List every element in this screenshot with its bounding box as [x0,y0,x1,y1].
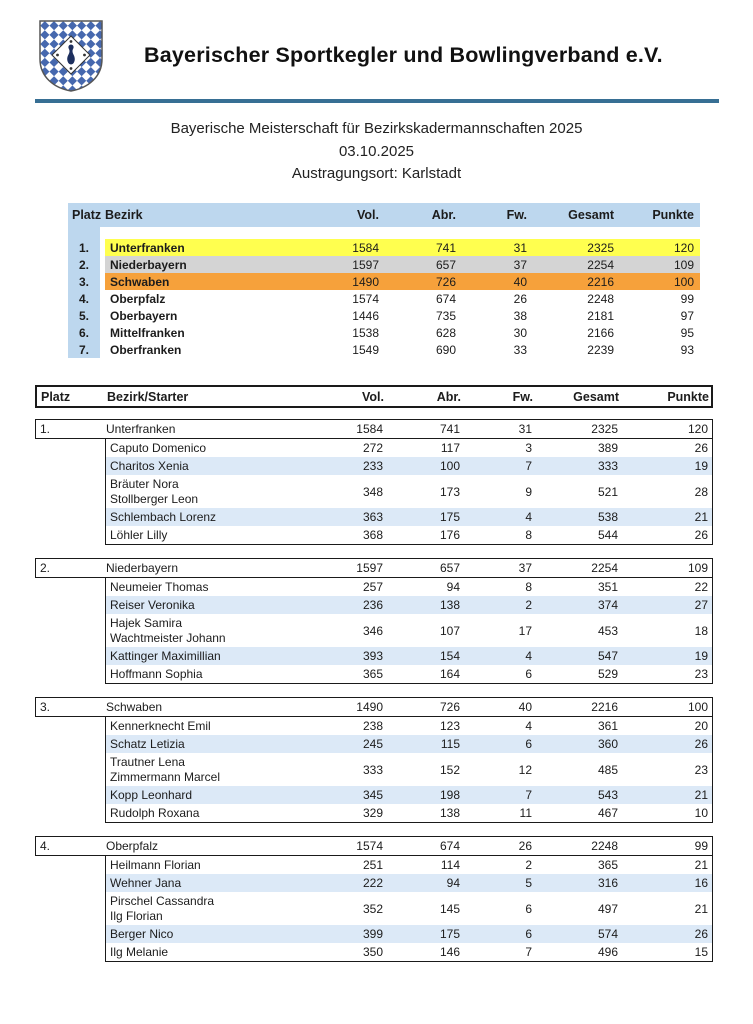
player-fw: 7 [525,459,532,473]
player-punkte: 20 [694,719,708,733]
summary-cell-fw: 40 [462,273,533,290]
player-gesamt: 453 [597,623,618,638]
summary-cell-abr: 735 [435,308,456,323]
summary-cell-punkte: 100 [620,273,700,290]
player-gesamt: 316 [597,876,618,890]
player-name-line: Charitos Xenia [110,458,189,473]
player-name [106,510,311,525]
summary-cell-vol: 1549 [352,342,379,357]
summary-cell-platz: 5. [68,307,100,324]
team-section [35,558,713,684]
player-vol: 238 [362,719,383,733]
player-abr: 173 [439,484,460,499]
player-row [106,874,712,892]
player-fw: 6 [525,737,532,751]
team-fw: 40 [518,700,532,714]
player-name [106,927,311,942]
player-fw: 2 [525,858,532,872]
player-gesamt: 365 [597,858,618,872]
summary-cell-bezirk: Oberpfalz [110,291,166,306]
player-abr: 164 [439,667,460,681]
summary-row [68,341,700,358]
team-punkte: 99 [694,839,708,853]
summary-header-fw: Fw. [506,208,527,222]
player-fw: 7 [525,945,532,959]
player-abr: 123 [439,719,460,733]
summary-cell-gesamt: 2166 [587,325,614,340]
player-name-line: Kattinger Maximillian [110,648,221,663]
summary-cell-fw: 38 [513,308,527,323]
player-vol: 272 [362,441,383,455]
player-vol: 333 [362,762,383,777]
player-name-line: Caputo Domenico [110,440,207,455]
detail-header-gesamt: Gesamt [573,389,619,404]
player-vol: 350 [362,945,383,959]
player-vol: 222 [362,876,383,890]
player-row [106,647,712,665]
player-gesamt: 543 [597,788,618,802]
summary-cell-punkte: 95 [680,325,694,340]
player-vol: 393 [362,649,383,663]
summary-cell-bezirk: Niederbayern [105,256,305,273]
summary-cell-fw: 37 [462,256,533,273]
player-punkte: 26 [694,441,708,455]
player-gesamt: 467 [597,806,618,820]
summary-row [68,273,700,290]
detail-header-fw: Fw. [512,389,533,404]
detail-header-punkte: Punkte [667,389,709,404]
team-platz: 2. [40,561,51,575]
player-name-line: Stollberger Leon [110,491,199,506]
team-bezirk: Unterfranken [106,422,176,436]
platz-column-fill [68,227,100,239]
player-name [106,788,311,803]
player-vol: 345 [362,788,383,802]
summary-cell-gesamt: 2248 [587,291,614,306]
team-vol: 1597 [356,561,383,575]
player-abr: 94 [446,876,460,890]
player-name-line: Schatz Letizia [110,736,185,751]
team-abr: 674 [439,839,460,853]
team-fw: 37 [518,561,532,575]
player-name-line: Heilmann Florian [110,857,201,872]
player-abr: 114 [440,858,460,872]
detail-header-platz: Platz [41,389,71,404]
player-gesamt: 521 [597,484,618,499]
players-box [105,717,713,823]
player-gesamt: 547 [597,649,618,663]
summary-cell-abr: 657 [385,256,462,273]
player-fw: 2 [525,598,532,612]
team-fw: 26 [518,839,532,853]
player-abr: 198 [439,788,460,802]
player-name [106,894,311,924]
player-abr: 100 [439,459,460,473]
team-total-row [35,419,713,439]
summary-cell-fw: 33 [513,342,527,357]
summary-cell-gesamt: 2239 [587,342,614,357]
team-gesamt: 2216 [591,700,618,714]
team-section [35,419,713,545]
player-abr: 145 [439,901,460,916]
summary-cell-abr: 741 [385,239,462,256]
team-abr: 741 [439,422,460,436]
team-punkte: 109 [687,561,708,575]
player-name [106,477,311,507]
summary-cell-platz: 6. [68,324,100,341]
team-platz: 4. [40,839,51,853]
player-row [106,578,712,596]
player-abr: 146 [439,945,460,959]
player-gesamt: 574 [597,927,618,941]
summary-cell-bezirk: Mittelfranken [110,325,185,340]
event-title: Bayerische Meisterschaft für Bezirkskadermannschaften 2025 [170,120,583,137]
player-row [106,457,712,475]
player-row [106,856,712,874]
summary-cell-bezirk: Oberbayern [110,308,178,323]
detail-header-starter: Bezirk/Starter [107,389,189,404]
detail-header-row [35,385,713,408]
player-vol: 399 [362,927,383,941]
player-name [106,667,311,682]
team-platz: 3. [40,700,51,714]
player-row [106,596,712,614]
summary-cell-gesamt: 2254 [533,256,620,273]
team-abr: 726 [439,700,460,714]
player-abr: 115 [440,737,460,751]
team-vol: 1584 [356,422,383,436]
summary-row [68,290,700,307]
player-vol: 245 [362,737,383,751]
player-vol: 348 [362,484,383,499]
player-name [106,598,311,613]
player-fw: 17 [518,623,532,638]
team-punkte: 120 [687,422,708,436]
summary-cell-abr: 674 [435,291,456,306]
player-name [106,580,311,595]
team-gesamt: 2254 [591,561,618,575]
player-row [106,943,712,961]
team-vol: 1574 [356,839,383,853]
event-title-block [0,118,753,186]
player-gesamt: 333 [597,459,618,473]
player-row [106,475,712,508]
summary-cell-fw: 30 [513,325,527,340]
player-name-line: Kopp Leonhard [110,787,193,802]
player-gesamt: 529 [597,667,618,681]
player-fw: 5 [525,876,532,890]
player-name [106,528,311,543]
player-row [106,925,712,943]
team-punkte: 100 [687,700,708,714]
player-punkte: 21 [694,510,708,524]
player-punkte: 21 [694,901,708,916]
players-box [105,439,713,545]
player-vol: 257 [362,580,383,594]
detail-header-abr: Abr. [436,389,461,404]
player-fw: 8 [525,528,532,542]
summary-table [68,203,700,358]
player-punkte: 26 [694,927,708,941]
player-name-line: Bräuter Nora [110,476,179,491]
summary-cell-bezirk: Oberfranken [110,342,182,357]
player-fw: 7 [525,788,532,802]
player-name [106,441,311,456]
player-name-line: Wehner Jana [110,875,182,890]
summary-spacer-row [68,227,700,239]
player-punkte: 22 [694,580,708,594]
summary-header-abr: Abr. [431,208,456,222]
summary-cell-platz: 1. [68,239,100,256]
player-abr: 175 [439,510,460,524]
team-bezirk: Schwaben [106,700,163,714]
summary-header-gesamt: Gesamt [568,208,614,222]
team-vol: 1490 [356,700,383,714]
player-punkte: 28 [694,484,708,499]
summary-cell-vol: 1584 [305,239,385,256]
summary-header-vol: Vol. [357,208,379,222]
player-abr: 94 [446,580,460,594]
player-name-line: Pirschel Cassandra [110,893,215,908]
player-punkte: 16 [694,876,708,890]
summary-cell-vol: 1538 [352,325,379,340]
player-row [106,804,712,822]
player-name-line: Trautner Lena [110,754,185,769]
player-vol: 365 [362,667,383,681]
player-fw: 6 [525,927,532,941]
summary-cell-vol: 1446 [352,308,379,323]
detail-table [35,385,713,975]
player-row [106,614,712,647]
detail-sections [35,419,713,962]
player-row [106,753,712,786]
player-punkte: 15 [694,945,708,959]
player-row [106,508,712,526]
team-section [35,836,713,962]
summary-row [68,256,700,273]
player-gesamt: 485 [597,762,618,777]
team-bezirk: Oberpfalz [106,839,159,853]
player-abr: 107 [439,623,460,638]
player-fw: 4 [525,510,532,524]
player-name-line: Berger Nico [110,926,174,941]
player-fw: 6 [525,667,532,681]
player-name [106,806,311,821]
player-abr: 176 [439,528,460,542]
player-name-line: Neumeier Thomas [110,579,209,594]
player-punkte: 23 [694,667,708,681]
summary-cell-punkte: 109 [620,256,700,273]
player-punkte: 19 [694,649,708,663]
player-punkte: 18 [694,623,708,638]
summary-cell-gesamt: 2325 [533,239,620,256]
team-abr: 657 [439,561,460,575]
player-name [106,945,311,960]
player-name [106,737,311,752]
player-name-line: Hajek Samira [110,615,183,630]
player-name-line: Zimmermann Marcel [110,769,221,784]
player-gesamt: 374 [597,598,618,612]
player-punkte: 21 [694,858,708,872]
summary-header-bezirk: Bezirk [105,208,143,222]
player-row [106,665,712,683]
player-vol: 233 [362,459,383,473]
player-vol: 352 [362,901,383,916]
player-vol: 251 [362,858,383,872]
player-name [106,876,311,891]
team-platz: 1. [40,422,51,436]
player-gesamt: 361 [597,719,618,733]
player-abr: 138 [439,598,460,612]
player-fw: 11 [519,806,532,820]
player-punkte: 10 [694,806,708,820]
summary-row [68,307,700,324]
summary-cell-platz: 2. [68,256,100,273]
player-vol: 346 [362,623,383,638]
player-fw: 4 [525,649,532,663]
summary-cell-punkte: 99 [680,291,694,306]
org-logo [35,17,107,95]
summary-cell-vol: 1574 [352,291,379,306]
summary-cell-fw: 31 [462,239,533,256]
player-name-line: Löhler Lilly [110,527,168,542]
team-gesamt: 2248 [591,839,618,853]
player-vol: 368 [362,528,383,542]
summary-cell-bezirk: Unterfranken [105,239,305,256]
player-abr: 154 [439,649,460,663]
player-fw: 12 [518,762,532,777]
detail-header-vol: Vol. [362,389,384,404]
player-name-line: Wachtmeister Johann [110,630,226,645]
player-row [106,439,712,457]
player-punkte: 21 [694,788,708,802]
summary-header-punkte: Punkte [652,208,694,222]
player-vol: 329 [362,806,383,820]
player-name [106,858,311,873]
event-venue: Austragungsort: Karlstadt [291,165,462,182]
player-abr: 117 [440,441,460,455]
summary-cell-bezirk: Schwaben [105,273,305,290]
player-name-line: Rudolph Roxana [110,805,200,820]
players-box [105,578,713,684]
player-name-line: Reiser Veronika [110,597,195,612]
player-punkte: 19 [694,459,708,473]
summary-cell-vol: 1597 [305,256,385,273]
player-name [106,459,311,474]
summary-rows [68,239,700,358]
player-name-line: Hoffmann Sophia [110,666,203,681]
player-punkte: 26 [694,528,708,542]
player-vol: 236 [362,598,383,612]
summary-cell-platz: 7. [68,341,100,358]
players-box [105,856,713,962]
summary-cell-punkte: 93 [680,342,694,357]
summary-row [68,239,700,256]
player-gesamt: 351 [597,580,618,594]
summary-cell-abr: 726 [385,273,462,290]
team-total-row [35,558,713,578]
player-gesamt: 496 [597,945,618,959]
player-row [106,735,712,753]
summary-header-row [68,203,700,227]
player-fw: 4 [525,719,532,733]
summary-header-platz: Platz [72,208,102,222]
team-bezirk: Niederbayern [106,561,179,575]
team-section [35,697,713,823]
player-gesamt: 538 [597,510,618,524]
player-punkte: 27 [694,598,708,612]
player-fw: 9 [525,484,532,499]
player-name [106,755,311,785]
player-name-line: Schlembach Lorenz [110,509,217,524]
event-date: 03.10.2025 [338,142,415,160]
player-fw: 3 [525,441,532,455]
bavarian-shield-icon [35,17,107,95]
player-name-line: Kennerknecht Emil [110,718,211,733]
player-abr: 152 [439,762,460,777]
team-total-row [35,836,713,856]
player-name [106,616,311,646]
player-gesamt: 497 [597,901,618,916]
summary-cell-platz: 4. [68,290,100,307]
player-name-line: Ilg Melanie [110,944,169,959]
summary-cell-gesamt: 2181 [587,308,614,323]
player-punkte: 23 [694,762,708,777]
player-abr: 175 [439,927,460,941]
player-row [106,892,712,925]
player-name [106,649,311,664]
summary-cell-abr: 690 [435,342,456,357]
player-gesamt: 360 [597,737,618,751]
player-gesamt: 544 [597,528,618,542]
summary-row [68,324,700,341]
player-name-line: Ilg Florian [110,908,163,923]
player-punkte: 26 [694,737,708,751]
player-name [106,719,311,734]
header-divider [35,99,719,103]
player-fw: 6 [525,901,532,916]
summary-cell-punkte: 97 [680,308,694,323]
team-total-row [35,697,713,717]
player-row [106,786,712,804]
summary-cell-gesamt: 2216 [533,273,620,290]
summary-cell-punkte: 120 [620,239,700,256]
player-fw: 8 [525,580,532,594]
team-gesamt: 2325 [591,422,618,436]
player-row [106,717,712,735]
summary-cell-platz: 3. [68,273,100,290]
player-abr: 138 [439,806,460,820]
summary-cell-vol: 1490 [305,273,385,290]
player-vol: 363 [362,510,383,524]
org-title: Bayerischer Sportkegler und Bowlingverband e.V. [144,43,663,67]
player-row [106,526,712,544]
team-fw: 31 [518,422,532,436]
summary-cell-abr: 628 [435,325,456,340]
summary-cell-fw: 26 [513,291,527,306]
player-gesamt: 389 [597,441,618,455]
